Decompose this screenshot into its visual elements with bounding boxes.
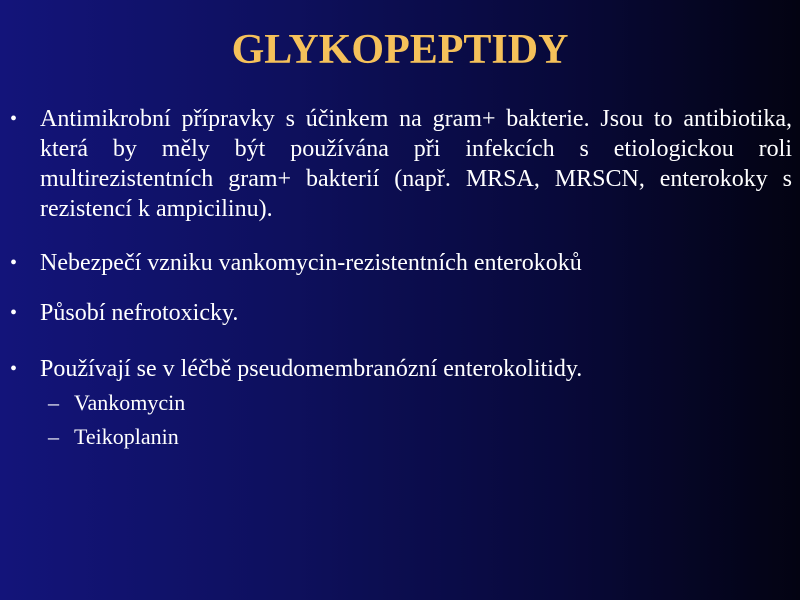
bullet-item [8,104,792,224]
sub-bullet-item [40,386,792,420]
sub-bullet-text: Vankomycin [74,390,186,415]
bullet-text: Antimikrobní přípravky s účinkem na gram+ bakterie. Jsou to antibiotika, která by měly být používána při infekcích s etiologickou roli multirezistentních gram+ bakterií (např. MRSA, MRSCN, enterokoky s rezistencí k ampicilinu). [40,106,792,222]
bullet-text: Působí nefrotoxicky. [40,300,239,326]
bullet-item [8,354,792,454]
slide-title: GLYKOPEPTIDY [231,27,569,73]
bullet-text: Nebezpečí vzniku vankomycin-rezistentních enterokoků [40,250,582,276]
bullet-icon: • [10,358,18,380]
bullet-item [8,248,792,278]
bullet-text: Používají se v léčbě pseudomembranózní enterokolitidy. [40,356,583,382]
sub-bullet-item [40,420,792,454]
dash-icon: – [48,390,59,415]
bullet-icon: • [10,108,18,130]
bullet-list [8,104,792,478]
bullet-icon: • [10,302,18,324]
dash-icon: – [48,424,59,449]
bullet-item [8,298,792,328]
bullet-icon: • [10,252,18,274]
sub-bullet-text: Teikoplanin [74,424,179,449]
sub-bullet-list [40,386,792,454]
